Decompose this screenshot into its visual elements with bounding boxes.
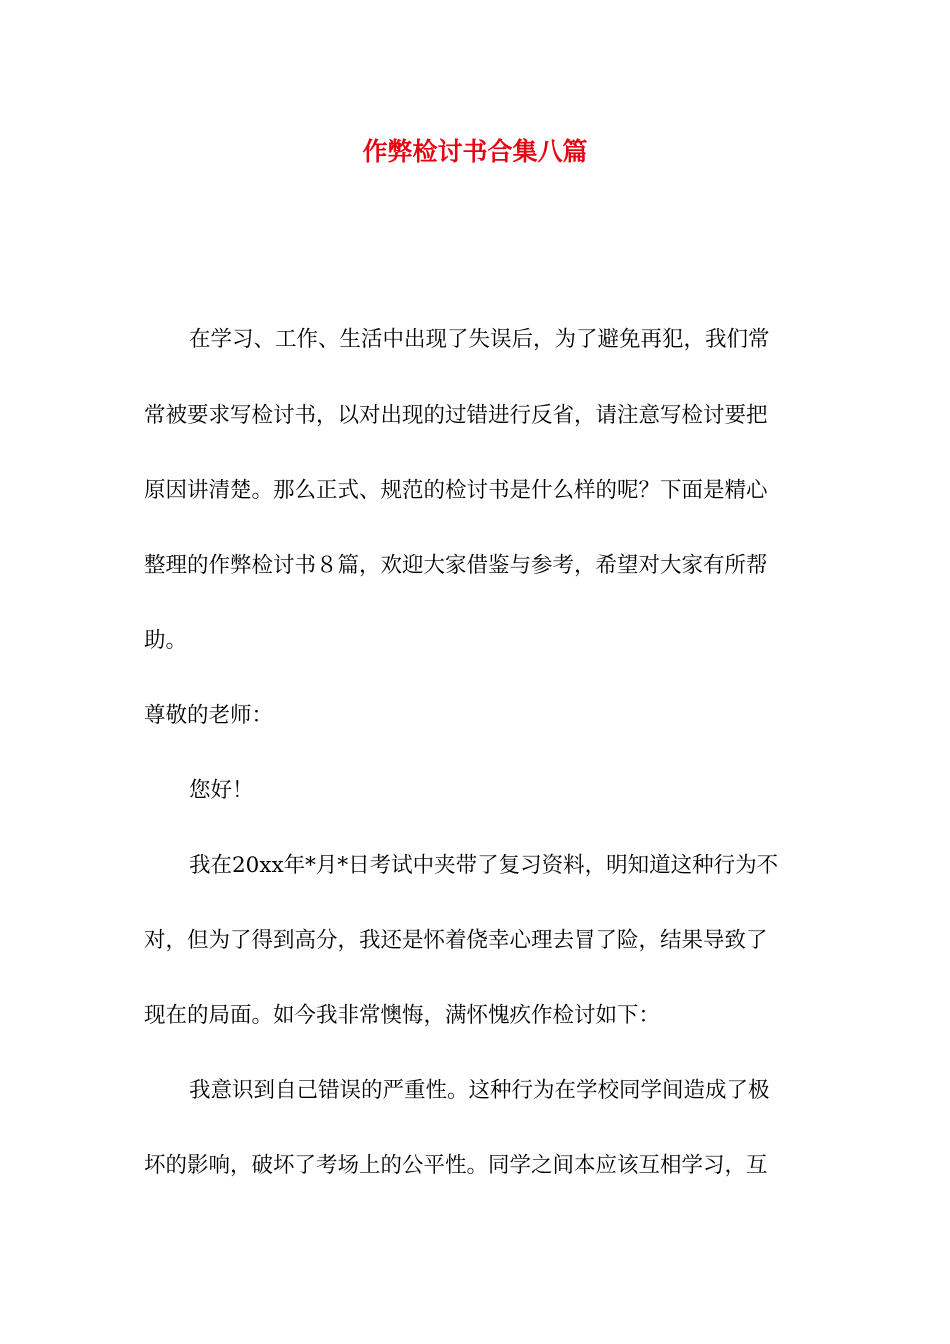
intro-line-2: 常被要求写检讨书，以对出现的过错进行反省，请注意写检讨要把	[144, 403, 768, 428]
body-line-1: 我在20xx年*月*日考试中夹带了复习资料，明知道这种行为不	[189, 853, 779, 878]
body-line-4: 我意识到自己错误的严重性。这种行为在学校同学间造成了极	[189, 1078, 770, 1103]
document-title: 作弊检讨书合集八篇	[362, 137, 588, 166]
salutation: 尊敬的老师：	[144, 703, 274, 728]
body-line-2: 对，但为了得到高分，我还是怀着侥幸心理去冒了险，结果导致了	[144, 928, 768, 953]
intro-line-1: 在学习、工作、生活中出现了失误后，为了避免再犯，我们常	[189, 327, 770, 352]
intro-line-4: 整理的作弊检讨书８篇，欢迎大家借鉴与参考，希望对大家有所帮	[144, 553, 768, 578]
body-line-5: 坏的影响，破坏了考场上的公平性。同学之间本应该互相学习，互	[144, 1153, 768, 1178]
intro-line-5: 助。	[144, 628, 188, 653]
greeting: 您好！	[189, 778, 254, 803]
intro-line-3: 原因讲清楚。那么正式、规范的检讨书是什么样的呢？下面是精心	[144, 478, 768, 503]
body-line-3: 现在的局面。如今我非常懊悔，满怀愧疚作检讨如下：	[144, 1003, 661, 1028]
